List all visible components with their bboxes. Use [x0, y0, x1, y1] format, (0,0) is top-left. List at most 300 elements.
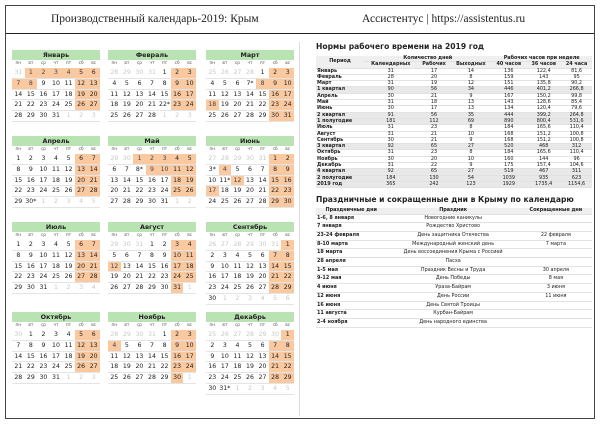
- day-cell: 22: [12, 272, 25, 283]
- weekday-label: чт: [247, 61, 253, 66]
- day-cell: 18: [62, 90, 75, 101]
- norms-cell: 79,6: [561, 106, 592, 112]
- norms-cell: 30: [364, 93, 417, 99]
- day-cell: 14: [12, 90, 25, 101]
- day-cell: 24: [37, 186, 50, 197]
- day-cell: 3: [281, 68, 294, 79]
- day-cell: 18: [50, 262, 63, 273]
- norms-cell: 22: [417, 163, 450, 169]
- norms-cell: Май: [316, 100, 364, 106]
- day-cell: 23: [37, 100, 50, 111]
- weekday-label: вс: [285, 233, 291, 238]
- holidays-cell: День воссоединения Крыма с Россией: [387, 249, 520, 258]
- day-cell: 24: [281, 100, 294, 111]
- day-cell: 11: [62, 79, 75, 90]
- day-cell: 29: [256, 111, 269, 122]
- day-cell: 1: [12, 154, 25, 165]
- weekday-label: вс: [285, 147, 291, 152]
- norms-row: [316, 181, 592, 187]
- norms-cell: 150,2: [526, 93, 561, 99]
- day-cell: 25: [108, 111, 121, 122]
- norms-cell: 144: [526, 156, 561, 162]
- day-cell: 14: [12, 352, 25, 363]
- weekday-label: сб: [78, 233, 84, 238]
- norms-cell: 34: [451, 87, 492, 93]
- day-cell: 10: [219, 352, 232, 363]
- day-cell: 4: [219, 165, 232, 176]
- holidays-cell: 1-6, 8 января: [316, 214, 387, 223]
- norms-cell: 13: [451, 106, 492, 112]
- day-cell: 22: [256, 100, 269, 111]
- day-cell: 6: [108, 165, 121, 176]
- day-cell: 17: [158, 176, 171, 187]
- holidays-cell: 30 апреля: [520, 266, 592, 275]
- day-cell-other: 31: [12, 68, 25, 79]
- norms-cell: 8: [451, 150, 492, 156]
- day-cell: 13: [75, 165, 88, 176]
- day-cell: 31*: [219, 384, 232, 395]
- day-cell: 1: [25, 68, 38, 79]
- day-cell-other: 26: [219, 330, 232, 341]
- day-cell: 15: [133, 176, 146, 187]
- day-cell: 12: [121, 90, 134, 101]
- norms-cell: 85,4: [561, 100, 592, 106]
- day-cell: 22*: [158, 100, 171, 111]
- day-cell: 28: [146, 373, 159, 384]
- holidays-row: [316, 301, 592, 310]
- day-cell: 2: [206, 341, 219, 352]
- day-cell: 9: [25, 165, 38, 176]
- month-days: [206, 322, 294, 395]
- month-name: Сентябрь: [206, 222, 294, 232]
- day-cell: 3: [219, 251, 232, 262]
- day-cell: 25: [50, 272, 63, 283]
- day-cell-other: 2: [231, 294, 244, 305]
- day-cell: 8: [281, 341, 294, 352]
- day-cell-other: 2: [50, 197, 63, 208]
- day-cell: 24: [50, 362, 63, 373]
- norms-cell: 151,2: [526, 137, 561, 143]
- norms-cell: 2019 год: [316, 181, 364, 187]
- day-cell: 28: [269, 283, 282, 294]
- day-cell: 6: [231, 79, 244, 90]
- day-cell: 15: [12, 262, 25, 273]
- day-cell: 5: [75, 330, 88, 341]
- day-cell: 26: [183, 186, 196, 197]
- holidays-row: [316, 223, 592, 232]
- weekday-label: пн: [111, 147, 118, 152]
- day-cell: 26: [62, 186, 75, 197]
- day-cell: 18: [171, 176, 184, 187]
- norms-title: Нормы рабочего времени на 2019 год: [316, 42, 485, 51]
- day-cell: 17: [50, 90, 63, 101]
- holidays-cell: День народного единства: [387, 318, 520, 327]
- norms-cell: 134: [491, 106, 526, 112]
- day-cell: 19: [121, 362, 134, 373]
- norms-cell: 184: [491, 125, 526, 131]
- day-cell: 28: [12, 373, 25, 384]
- day-cell: 29: [281, 373, 294, 384]
- weekday-label: ср: [234, 147, 240, 152]
- day-cell: 16: [206, 272, 219, 283]
- day-cell: 21: [146, 362, 159, 373]
- day-cell-other: 29: [231, 154, 244, 165]
- norms-cell: 12: [451, 81, 492, 87]
- day-cell: 13: [121, 262, 134, 273]
- norms-cell: 175: [491, 163, 526, 169]
- day-cell: 6: [133, 341, 146, 352]
- weekday-label: ср: [136, 233, 142, 238]
- day-cell: 3*: [206, 165, 219, 176]
- month-1: [12, 50, 100, 122]
- day-cell: 1: [133, 154, 146, 165]
- norms-cell: 31: [364, 125, 417, 131]
- day-cell: 19: [108, 272, 121, 283]
- day-cell-other: 3: [87, 373, 100, 384]
- holidays-cell: [520, 258, 592, 267]
- day-cell: 18: [62, 352, 75, 363]
- day-cell-other: 3: [75, 283, 88, 294]
- day-cell: 17: [37, 176, 50, 187]
- weekday-label: вт: [124, 323, 130, 328]
- day-cell: 10: [37, 251, 50, 262]
- day-cell: 20: [256, 272, 269, 283]
- norms-cell: 8: [451, 125, 492, 131]
- day-cell-other: 3: [87, 111, 100, 122]
- day-cell: 12: [231, 176, 244, 187]
- month-8: [108, 222, 196, 294]
- norms-header-cell: 24 часа: [561, 62, 592, 68]
- day-cell: 10: [37, 165, 50, 176]
- month-10: [12, 312, 100, 384]
- day-cell: 24: [50, 100, 63, 111]
- day-cell: 21: [12, 100, 25, 111]
- weekday-label: ср: [136, 323, 142, 328]
- day-cell-other: 1: [62, 373, 75, 384]
- day-cell: 15: [12, 176, 25, 187]
- norms-cell: 10: [451, 131, 492, 137]
- day-cell: 27: [244, 197, 257, 208]
- month-days: [108, 60, 196, 122]
- weekday-label: сб: [272, 233, 278, 238]
- day-cell: 23: [158, 272, 171, 283]
- day-cell: 20: [75, 262, 88, 273]
- weekday-label: вт: [124, 147, 130, 152]
- weekday-label: вт: [28, 323, 34, 328]
- day-cell-other: 1: [171, 197, 184, 208]
- norms-cell: 165,6: [526, 150, 561, 156]
- weekday-label: вс: [285, 323, 291, 328]
- norms-cell: 110,4: [561, 125, 592, 131]
- norms-cell: 520: [491, 144, 526, 150]
- day-cell: 1: [281, 330, 294, 341]
- day-cell: 27: [75, 272, 88, 283]
- day-cell: 18: [50, 176, 63, 187]
- day-cell: 1: [12, 240, 25, 251]
- norms-cell: 17: [417, 68, 450, 74]
- day-cell: 26: [231, 197, 244, 208]
- day-cell: 5: [75, 68, 88, 79]
- day-cell: 16: [269, 90, 282, 101]
- day-cell: 19: [75, 90, 88, 101]
- day-cell: 19: [244, 272, 257, 283]
- day-cell: 5: [244, 251, 257, 262]
- day-cell: 27: [87, 100, 100, 111]
- norms-header-cell: Рабочих часов при неделе: [491, 56, 592, 62]
- weekday-label: пн: [111, 233, 118, 238]
- day-cell: 21: [146, 100, 159, 111]
- day-cell: 4: [206, 79, 219, 90]
- day-cell: 14: [146, 90, 159, 101]
- day-cell: 31: [50, 111, 63, 122]
- day-cell: 4: [183, 240, 196, 251]
- norms-cell: 130: [417, 175, 450, 181]
- day-cell: 9: [171, 341, 184, 352]
- weekday-label: пн: [111, 323, 118, 328]
- day-cell: 14: [269, 262, 282, 273]
- day-cell: 11: [50, 251, 63, 262]
- weekday-label: ср: [40, 323, 46, 328]
- day-cell-other: 28: [108, 68, 121, 79]
- weekday-label: пт: [259, 323, 266, 328]
- day-cell: 5: [231, 165, 244, 176]
- weekday-label: пт: [161, 233, 168, 238]
- day-cell: 1: [269, 154, 282, 165]
- norms-cell: 128,6: [526, 100, 561, 106]
- holidays-cell: Праздник Весны и Труда: [387, 266, 520, 275]
- day-cell: 16: [281, 176, 294, 187]
- day-cell: 2: [281, 154, 294, 165]
- day-cell: 6: [75, 154, 88, 165]
- weekday-label: вс: [91, 233, 97, 238]
- norms-cell: 14: [451, 68, 492, 74]
- month-name: Февраль: [108, 50, 196, 60]
- weekday-label: вт: [222, 147, 228, 152]
- weekday-label: пн: [15, 147, 22, 152]
- day-cell: 9: [206, 262, 219, 273]
- norms-cell: 30: [364, 106, 417, 112]
- day-cell-other: 28: [231, 240, 244, 251]
- month-days: [206, 232, 294, 305]
- day-cell: 19: [183, 176, 196, 187]
- day-cell: 26: [244, 283, 257, 294]
- site-link[interactable]: Ассистентус | https://assistentus.ru: [362, 13, 526, 25]
- day-cell-other: 5: [87, 197, 100, 208]
- weekday-label: вт: [124, 233, 130, 238]
- day-cell: 19: [62, 262, 75, 273]
- norms-cell: 27: [451, 144, 492, 150]
- day-cell: 20: [87, 90, 100, 101]
- day-cell: 23: [206, 283, 219, 294]
- day-cell: 16: [158, 262, 171, 273]
- holidays-cell: 7 января: [316, 223, 387, 232]
- day-cell: 10: [219, 262, 232, 273]
- day-cell: 28: [256, 197, 269, 208]
- day-cell: 26: [121, 111, 134, 122]
- norms-cell: 21: [417, 131, 450, 137]
- day-cell: 6: [121, 251, 134, 262]
- day-cell: 30: [37, 111, 50, 122]
- norms-cell: 17: [417, 106, 450, 112]
- weekday-label: пт: [65, 233, 72, 238]
- month-name: Август: [108, 222, 196, 232]
- norms-cell: 110,4: [561, 150, 592, 156]
- day-cell: 15: [269, 176, 282, 187]
- day-cell: 23: [171, 100, 184, 111]
- norms-cell: 184: [364, 175, 417, 181]
- divider: [299, 42, 300, 416]
- day-cell: 21: [256, 186, 269, 197]
- norms-header-cell: Выходных: [451, 62, 492, 68]
- day-cell: 11: [171, 165, 184, 176]
- day-cell: 20: [256, 362, 269, 373]
- day-cell: 9: [37, 79, 50, 90]
- day-cell-other: 31: [146, 68, 159, 79]
- day-cell: 31: [50, 373, 63, 384]
- norms-cell: 31: [364, 100, 417, 106]
- norms-cell: 4 квартал: [316, 169, 364, 175]
- norms-cell: 444: [491, 112, 526, 118]
- day-cell: 9: [37, 341, 50, 352]
- day-cell: 25: [183, 272, 196, 283]
- day-cell: 3: [183, 330, 196, 341]
- day-cell: 10: [281, 79, 294, 90]
- weekday-label: ср: [234, 61, 240, 66]
- day-cell-other: 30: [121, 154, 134, 165]
- holidays-cell: День защитника Отечества: [387, 231, 520, 240]
- norms-cell: 184: [491, 150, 526, 156]
- day-cell-other: 3: [62, 197, 75, 208]
- day-cell: 19: [231, 186, 244, 197]
- norms-table: [316, 56, 592, 188]
- norms-cell: 468: [526, 144, 561, 150]
- day-cell: 31: [281, 111, 294, 122]
- day-cell: 10: [50, 79, 63, 90]
- day-cell: 20: [87, 352, 100, 363]
- day-cell: 8: [12, 165, 25, 176]
- day-cell: 7: [12, 79, 25, 90]
- holidays-row: [316, 310, 592, 319]
- day-cell: 19: [121, 100, 134, 111]
- day-cell-other: 1: [231, 384, 244, 395]
- day-cell: 5: [183, 154, 196, 165]
- day-cell: 16: [171, 90, 184, 101]
- norms-cell: 90: [364, 87, 417, 93]
- weekday-label: чт: [53, 323, 59, 328]
- weekday-label: чт: [247, 147, 253, 152]
- day-cell-other: 1: [37, 197, 50, 208]
- day-cell: 7: [87, 154, 100, 165]
- day-cell: 5: [244, 341, 257, 352]
- norms-cell: 167: [491, 93, 526, 99]
- day-cell: 19: [62, 176, 75, 187]
- weekday-label: сб: [174, 61, 180, 66]
- holidays-cell: Международный женский день: [387, 240, 520, 249]
- day-cell: 29: [158, 373, 171, 384]
- day-cell: 16: [37, 352, 50, 363]
- norms-cell: 935: [526, 175, 561, 181]
- day-cell: 3: [50, 330, 63, 341]
- day-cell: 12: [62, 251, 75, 262]
- day-cell: 26: [244, 373, 257, 384]
- day-cell: 15: [25, 352, 38, 363]
- weekday-label: вс: [187, 233, 193, 238]
- weekday-label: вс: [91, 61, 97, 66]
- day-cell: 15: [158, 90, 171, 101]
- weekday-label: пн: [15, 61, 22, 66]
- day-cell: 19: [219, 100, 232, 111]
- day-cell: 23: [146, 186, 159, 197]
- norms-cell: 65: [417, 144, 450, 150]
- norms-cell: 446: [491, 87, 526, 93]
- day-cell: 4: [108, 79, 121, 90]
- norms-cell: 35: [451, 112, 492, 118]
- norms-cell: 123: [451, 181, 492, 187]
- day-cell: 18: [219, 186, 232, 197]
- month-2: [108, 50, 196, 122]
- day-cell: 22: [281, 272, 294, 283]
- day-cell: 3: [37, 240, 50, 251]
- norms-cell: 122,4: [526, 68, 561, 74]
- norms-header-cell: Период: [316, 56, 364, 68]
- day-cell: 10: [158, 165, 171, 176]
- day-cell: 6: [256, 341, 269, 352]
- holidays-cell: День Святой Троицы: [387, 301, 520, 310]
- day-cell: 7: [87, 240, 100, 251]
- day-cell: 8: [158, 341, 171, 352]
- day-cell: 15: [281, 352, 294, 363]
- norms-cell: 13: [451, 100, 492, 106]
- holidays-cell: [520, 223, 592, 232]
- day-cell: 29: [12, 283, 25, 294]
- day-cell: 10: [206, 176, 219, 187]
- day-cell: 8: [158, 79, 171, 90]
- norms-cell: 10: [451, 156, 492, 162]
- norms-cell: 30: [364, 156, 417, 162]
- norms-header-cell: 36 часов: [526, 62, 561, 68]
- day-cell: 2: [25, 154, 38, 165]
- norms-cell: 2 квартал: [316, 112, 364, 118]
- day-cell: 8: [281, 251, 294, 262]
- page-frame: [5, 5, 595, 419]
- day-cell-other: 2: [171, 111, 184, 122]
- weekday-label: пн: [111, 61, 118, 66]
- day-cell: 30: [25, 283, 38, 294]
- norms-cell: 81,6: [561, 68, 592, 74]
- day-cell-other: 30: [133, 330, 146, 341]
- page-title: Производственный календарь-2019: Крым: [51, 13, 259, 25]
- day-cell: 27: [75, 186, 88, 197]
- weekday-label: пн: [15, 323, 22, 328]
- tables-panel: [304, 42, 590, 328]
- day-cell: 13: [87, 341, 100, 352]
- day-cell: 11: [108, 90, 121, 101]
- norms-cell: 21: [417, 137, 450, 143]
- day-cell: 24: [183, 100, 196, 111]
- day-cell: 20: [108, 186, 121, 197]
- day-cell: 10: [171, 251, 184, 262]
- day-cell: 20: [244, 186, 257, 197]
- norms-header-cell: Количество дней: [364, 56, 491, 62]
- norms-cell: Апрель: [316, 93, 364, 99]
- day-cell-other: 2: [183, 197, 196, 208]
- day-cell-other: 30: [244, 154, 257, 165]
- day-cell: 24: [183, 362, 196, 373]
- day-cell: 17: [219, 362, 232, 373]
- norms-cell: 100,8: [561, 137, 592, 143]
- day-cell-other: 28: [108, 330, 121, 341]
- norms-cell: 21: [417, 93, 450, 99]
